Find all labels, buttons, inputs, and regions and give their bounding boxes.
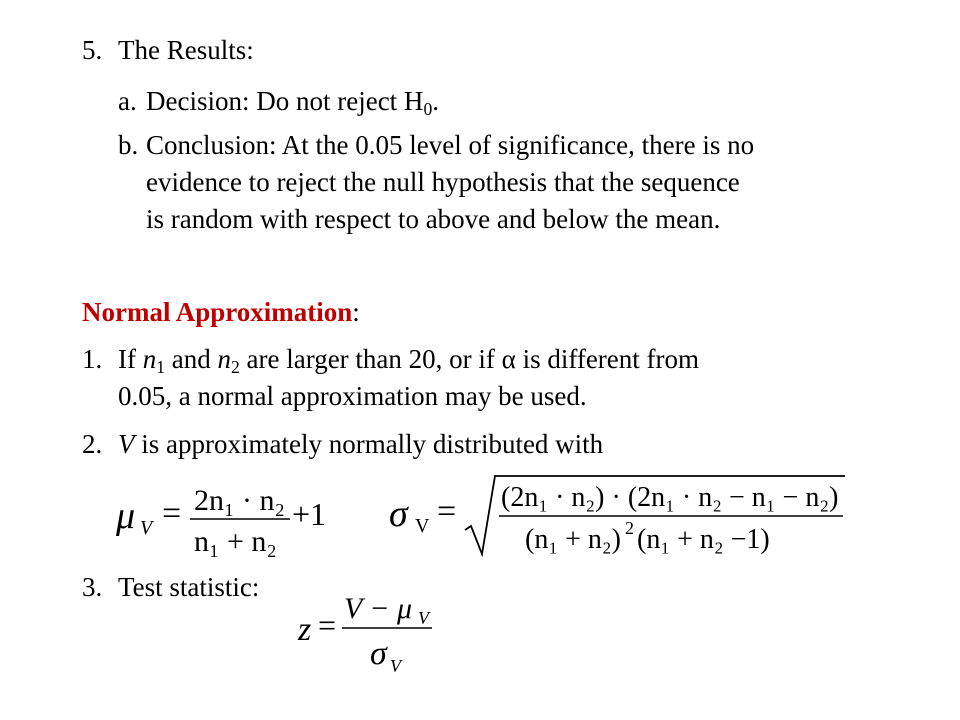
item1-text-1	[118, 342, 699, 376]
normal-heading-colon: :	[352, 297, 360, 327]
normal-heading-text: Normal Approximation	[82, 297, 353, 327]
z-denominator: σ	[370, 635, 387, 672]
sigma-subscript: V	[415, 515, 430, 537]
item3-text: Test statistic:	[118, 572, 260, 602]
conclusion-text-1: Conclusion: At the 0.05 level of significance, there is no	[146, 130, 755, 160]
mu-equals: =	[162, 495, 182, 532]
conclusion-label: b.	[118, 130, 139, 160]
item1-part-2: and	[165, 344, 218, 374]
item3-number: 3.	[82, 572, 103, 602]
item1-sub-2: 2	[230, 356, 240, 377]
conclusion-text-3: is random with respect to above and below the mean.	[146, 204, 721, 234]
decision-label: a.	[118, 86, 137, 116]
item-number: 5.	[82, 35, 103, 65]
item1-n1: n	[142, 344, 157, 374]
item1-part-4: is different from	[515, 344, 700, 374]
item1-number: 1.	[82, 344, 103, 374]
decision-end: .	[432, 86, 439, 116]
sigma-denominator-exponent: 2	[625, 518, 634, 538]
sigma-denominator-b: (n₁ + n₂ −1)	[637, 524, 770, 555]
item2-text-rest: is approximately normally distributed with	[134, 429, 604, 459]
item1-part-1: If	[118, 344, 143, 374]
sigma-symbol: σ	[389, 493, 408, 535]
z-symbol: z	[298, 611, 312, 648]
z-equals: =	[318, 607, 337, 643]
results-title: The Results:	[118, 35, 254, 65]
decision-subscript: 0	[423, 98, 433, 119]
mu-symbol: μ	[116, 495, 136, 537]
z-formula	[290, 588, 450, 688]
item1-n2: n	[217, 344, 231, 374]
item2-number: 2.	[82, 429, 103, 459]
item2-v: V	[118, 429, 135, 459]
sigma-numerator: (2n₁ · n₂) · (2n₁ · n₂ − n₁ − n₂)	[501, 482, 839, 513]
mu-denominator: n₁ + n₂	[194, 525, 277, 558]
item1-text-2: 0.05, a normal approximation may be used.	[118, 381, 587, 411]
item1-sub-1: 1	[156, 356, 165, 377]
std-formula	[385, 470, 855, 560]
decision-text	[146, 84, 439, 118]
item1-part-3: are larger than 20, or if	[239, 344, 502, 374]
sigma-denominator-a: (n₁ + n₂)	[525, 524, 621, 555]
conclusion-text-2: evidence to reject the null hypothesis that the sequence	[146, 167, 740, 197]
conclusion-line-1	[118, 128, 755, 162]
z-numerator-subscript: V	[418, 608, 429, 628]
sigma-equals: =	[437, 493, 457, 530]
decision-text-main: Decision: Do not reject H	[146, 86, 424, 116]
mean-formula	[110, 472, 340, 562]
item2-text	[118, 427, 603, 461]
z-numerator: V − μ	[344, 592, 413, 625]
mu-subscript: V	[140, 517, 153, 539]
alpha-symbol: α	[501, 344, 516, 374]
z-denominator-subscript: V	[390, 656, 401, 676]
normal-approximation-heading	[82, 295, 360, 329]
decision-line	[118, 84, 439, 119]
mu-numerator: 2n₁ · n₂	[194, 484, 285, 517]
mu-plus-one: +1	[292, 496, 327, 532]
